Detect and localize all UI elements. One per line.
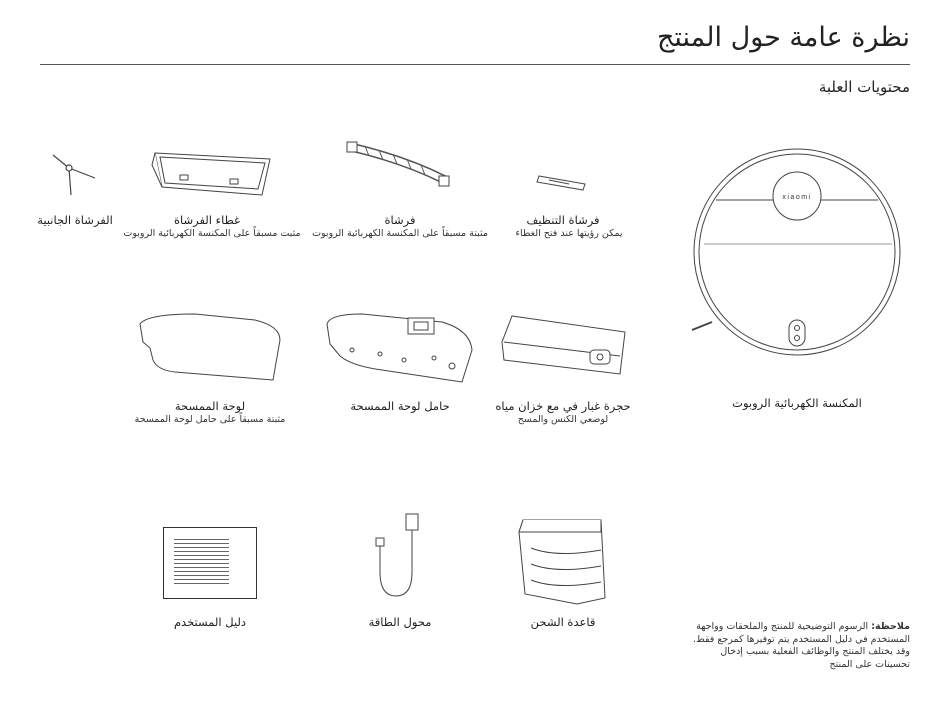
dust-bin-illustration <box>500 312 630 382</box>
power-adapter-label: محول الطاقة <box>368 615 432 629</box>
main-brush-illustration <box>345 140 455 190</box>
note-lead: ملاحظة: <box>871 621 910 632</box>
cleaning-brush-illustration <box>535 172 590 194</box>
cleaning-brush-label: فرشاة التنظيف <box>526 213 600 227</box>
dust-bin-label: حجرة غبار في مع خزان مياه <box>495 399 631 413</box>
user-manual-illustration <box>163 527 257 599</box>
section-title: محتويات العلبة <box>818 78 910 96</box>
brush-cover-label: غطاء الفرشاة <box>173 213 241 227</box>
title-divider <box>40 64 910 65</box>
side-brush-label: الفرشاة الجانبية <box>37 213 113 227</box>
brush-cover-note: مثبت مسبقاً على المكنسة الكهربائية الروبوت <box>123 228 301 239</box>
page-title: نظرة عامة حول المنتج <box>656 22 910 53</box>
robot-vacuum-illustration <box>686 148 911 363</box>
mop-holder-illustration <box>322 310 477 388</box>
cleaning-brush-note: يمكن رؤيتها عند فتح الغطاء <box>515 228 623 239</box>
disclaimer-note <box>692 621 910 671</box>
main-brush-label: فرشاة <box>384 213 416 227</box>
note-text: الرسوم التوضيحية للمنتج والملحقات وواجهة المستخدم في دليل المستخدم يتم توفيرها كمرجع فقط. وقد يختلف المنتج والوظائف الفعلية بسبب إدخال تحسينات على المنتج <box>692 621 910 670</box>
charging-dock-illustration <box>517 512 607 607</box>
brush-cover-illustration <box>150 145 275 203</box>
mop-holder-label: حامل لوحة الممسحة <box>350 399 450 413</box>
mop-pad-label: لوحة الممسحة <box>174 399 246 413</box>
robot-label: المكنسة الكهربائية الروبوت <box>732 396 862 410</box>
main-brush-note: مثبتة مسبقاً على المكنسة الكهربائية الروبوت <box>312 228 488 239</box>
robot-brand-text: xiaomi <box>782 194 812 201</box>
user-manual-label: دليل المستخدم <box>173 615 247 629</box>
mop-pad-illustration <box>135 310 285 385</box>
dust-bin-note: لوضعي الكنس والمسح <box>517 414 609 425</box>
side-brush-illustration <box>45 150 100 200</box>
mop-pad-note: مثبتة مسبقاً على حامل لوحة الممسحة <box>134 414 286 425</box>
power-adapter-illustration <box>370 512 430 602</box>
charging-dock-label: قاعدة الشحن <box>530 615 596 629</box>
